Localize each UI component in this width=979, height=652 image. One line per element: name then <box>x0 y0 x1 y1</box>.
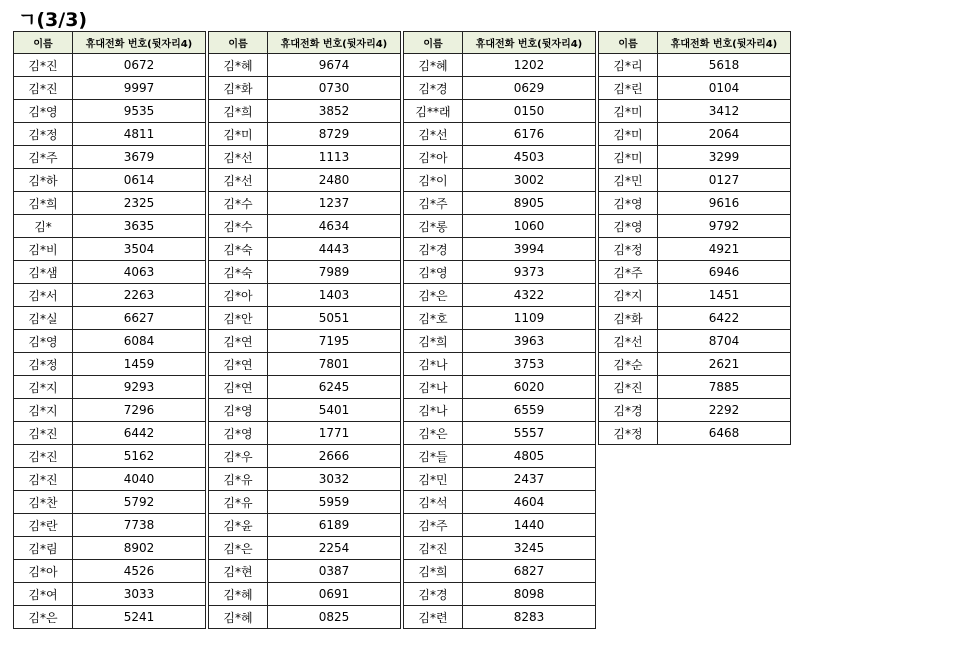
table-row <box>404 192 596 215</box>
table-row <box>209 606 401 629</box>
phone-cell: 4443 <box>268 238 401 261</box>
name-cell: 김*미 <box>209 123 268 146</box>
table-row <box>404 238 596 261</box>
name-phone-table-3 <box>403 31 596 629</box>
header-phone: 휴대전화 번호(뒷자리4) <box>73 32 206 54</box>
table-row <box>599 261 791 284</box>
table-row <box>599 77 791 100</box>
phone-cell: 2263 <box>73 284 206 307</box>
table-row <box>14 100 206 123</box>
table-row <box>209 77 401 100</box>
name-cell: 김*이 <box>404 169 463 192</box>
phone-cell: 5959 <box>268 491 401 514</box>
table-row <box>14 468 206 491</box>
table-row <box>14 353 206 376</box>
table-row <box>404 583 596 606</box>
phone-cell: 1202 <box>463 54 596 77</box>
name-cell: 김*하 <box>14 169 73 192</box>
phone-cell: 6176 <box>463 123 596 146</box>
phone-cell: 8905 <box>463 192 596 215</box>
table-row <box>599 376 791 399</box>
name-cell: 김*들 <box>404 445 463 468</box>
phone-cell: 5792 <box>73 491 206 514</box>
phone-cell: 1237 <box>268 192 401 215</box>
phone-cell: 3753 <box>463 353 596 376</box>
phone-cell: 4921 <box>658 238 791 261</box>
table-row <box>599 123 791 146</box>
table-row <box>599 307 791 330</box>
name-cell: 김*주 <box>599 261 658 284</box>
phone-cell: 6946 <box>658 261 791 284</box>
table-row <box>14 77 206 100</box>
name-cell: 김*지 <box>14 399 73 422</box>
phone-cell: 3963 <box>463 330 596 353</box>
phone-cell: 3002 <box>463 169 596 192</box>
table-row <box>599 284 791 307</box>
name-cell: 김*린 <box>599 77 658 100</box>
phone-cell: 2325 <box>73 192 206 215</box>
table-row <box>14 330 206 353</box>
name-cell: 김*경 <box>404 238 463 261</box>
phone-cell: 5051 <box>268 307 401 330</box>
phone-cell: 0730 <box>268 77 401 100</box>
phone-cell: 9535 <box>73 100 206 123</box>
phone-cell: 4526 <box>73 560 206 583</box>
name-cell: 김*나 <box>404 376 463 399</box>
name-cell: 김*주 <box>404 514 463 537</box>
name-cell: 김*선 <box>404 123 463 146</box>
table-row <box>209 491 401 514</box>
table-row <box>14 445 206 468</box>
phone-cell: 6084 <box>73 330 206 353</box>
phone-cell: 0387 <box>268 560 401 583</box>
table-row <box>14 514 206 537</box>
name-cell: 김*진 <box>14 77 73 100</box>
table-row <box>209 445 401 468</box>
header-name: 이름 <box>209 32 268 54</box>
phone-cell: 6442 <box>73 422 206 445</box>
name-cell: 김*실 <box>14 307 73 330</box>
name-cell: 김*영 <box>209 422 268 445</box>
name-cell: 김*진 <box>14 445 73 468</box>
name-cell: 김*우 <box>209 445 268 468</box>
phone-cell: 9373 <box>463 261 596 284</box>
name-cell: 김*진 <box>599 376 658 399</box>
name-cell: 김*리 <box>599 54 658 77</box>
name-cell: 김*혜 <box>404 54 463 77</box>
table-row <box>14 422 206 445</box>
name-cell: 김*희 <box>404 330 463 353</box>
phone-cell: 0150 <box>463 100 596 123</box>
phone-cell: 9616 <box>658 192 791 215</box>
phone-cell: 5557 <box>463 422 596 445</box>
name-cell: 김*나 <box>404 399 463 422</box>
name-cell: 김*련 <box>404 606 463 629</box>
name-cell: 김*아 <box>209 284 268 307</box>
phone-cell: 7296 <box>73 399 206 422</box>
name-cell: 김*영 <box>14 100 73 123</box>
table-row <box>404 100 596 123</box>
name-cell: 김*혜 <box>209 583 268 606</box>
phone-cell: 2621 <box>658 353 791 376</box>
table-row <box>209 422 401 445</box>
name-cell: 김*석 <box>404 491 463 514</box>
name-cell: 김*미 <box>599 146 658 169</box>
phone-cell: 3299 <box>658 146 791 169</box>
phone-cell: 1451 <box>658 284 791 307</box>
table-row <box>599 422 791 445</box>
name-cell: 김*진 <box>14 422 73 445</box>
phone-cell: 3679 <box>73 146 206 169</box>
name-cell: 김*림 <box>14 537 73 560</box>
phone-cell: 0127 <box>658 169 791 192</box>
table-row <box>209 307 401 330</box>
table-row <box>209 146 401 169</box>
table-row <box>14 583 206 606</box>
name-cell: 김*경 <box>404 77 463 100</box>
table-row <box>404 376 596 399</box>
name-cell: 김*진 <box>404 537 463 560</box>
phone-cell: 7195 <box>268 330 401 353</box>
table-row <box>599 54 791 77</box>
phone-cell: 9997 <box>73 77 206 100</box>
name-cell: 김*은 <box>209 537 268 560</box>
name-cell: 김*은 <box>404 284 463 307</box>
page-title: ㄱ(3/3) <box>18 9 88 31</box>
name-cell: 김*서 <box>14 284 73 307</box>
name-cell: 김*주 <box>14 146 73 169</box>
table-row <box>209 123 401 146</box>
phone-cell: 7801 <box>268 353 401 376</box>
phone-cell: 1459 <box>73 353 206 376</box>
name-cell: 김*영 <box>404 261 463 284</box>
table-row <box>599 215 791 238</box>
phone-cell: 1113 <box>268 146 401 169</box>
name-cell: 김*혜 <box>209 54 268 77</box>
phone-cell: 4063 <box>73 261 206 284</box>
name-cell: 김*정 <box>14 123 73 146</box>
name-cell: 김*비 <box>14 238 73 261</box>
table-row <box>404 353 596 376</box>
header-phone: 휴대전화 번호(뒷자리4) <box>268 32 401 54</box>
phone-cell: 1440 <box>463 514 596 537</box>
phone-cell: 8283 <box>463 606 596 629</box>
name-cell: 김*희 <box>14 192 73 215</box>
phone-cell: 6189 <box>268 514 401 537</box>
phone-cell: 0629 <box>463 77 596 100</box>
table-row <box>404 77 596 100</box>
phone-cell: 0691 <box>268 583 401 606</box>
header-phone: 휴대전화 번호(뒷자리4) <box>658 32 791 54</box>
phone-cell: 4503 <box>463 146 596 169</box>
name-cell: 김*영 <box>599 192 658 215</box>
name-cell: 김* <box>14 215 73 238</box>
name-cell: 김*여 <box>14 583 73 606</box>
phone-cell: 2480 <box>268 169 401 192</box>
table-row <box>209 537 401 560</box>
table-row <box>209 514 401 537</box>
phone-cell: 2292 <box>658 399 791 422</box>
header-phone: 휴대전화 번호(뒷자리4) <box>463 32 596 54</box>
table-row <box>209 468 401 491</box>
table-row <box>209 376 401 399</box>
table-row <box>404 330 596 353</box>
phone-cell: 6559 <box>463 399 596 422</box>
name-cell: 김*아 <box>14 560 73 583</box>
phone-cell: 8704 <box>658 330 791 353</box>
phone-cell: 6627 <box>73 307 206 330</box>
phone-cell: 0614 <box>73 169 206 192</box>
name-cell: 김*선 <box>599 330 658 353</box>
table-row <box>14 560 206 583</box>
table-row <box>209 353 401 376</box>
phone-cell: 0104 <box>658 77 791 100</box>
phone-cell: 5401 <box>268 399 401 422</box>
name-cell: 김*진 <box>14 468 73 491</box>
phone-cell: 2254 <box>268 537 401 560</box>
table-row <box>209 284 401 307</box>
phone-cell: 3032 <box>268 468 401 491</box>
table-row <box>404 54 596 77</box>
table-row <box>209 238 401 261</box>
name-cell: 김*정 <box>14 353 73 376</box>
phone-cell: 6020 <box>463 376 596 399</box>
phone-cell: 1771 <box>268 422 401 445</box>
phone-cell: 6245 <box>268 376 401 399</box>
phone-cell: 7989 <box>268 261 401 284</box>
phone-cell: 7885 <box>658 376 791 399</box>
table-header-row <box>209 32 401 54</box>
name-cell: 김*연 <box>209 330 268 353</box>
table-row <box>404 169 596 192</box>
table-row <box>14 399 206 422</box>
table-row <box>404 146 596 169</box>
name-cell: 김*연 <box>209 376 268 399</box>
phone-cell: 2437 <box>463 468 596 491</box>
name-cell: 김*화 <box>599 307 658 330</box>
phone-cell: 1109 <box>463 307 596 330</box>
phone-cell: 9674 <box>268 54 401 77</box>
table-row <box>404 560 596 583</box>
name-cell: 김*샘 <box>14 261 73 284</box>
name-cell: 김*현 <box>209 560 268 583</box>
table-row <box>14 54 206 77</box>
phone-cell: 7738 <box>73 514 206 537</box>
table-row <box>599 238 791 261</box>
table-row <box>404 491 596 514</box>
phone-cell: 6422 <box>658 307 791 330</box>
phone-cell: 1403 <box>268 284 401 307</box>
name-cell: 김*수 <box>209 215 268 238</box>
phone-cell: 4040 <box>73 468 206 491</box>
phone-cell: 4634 <box>268 215 401 238</box>
name-cell: 김*롱 <box>404 215 463 238</box>
table-row <box>599 100 791 123</box>
name-cell: 김*선 <box>209 169 268 192</box>
name-cell: 김*영 <box>14 330 73 353</box>
name-cell: 김*유 <box>209 468 268 491</box>
table-row <box>404 537 596 560</box>
name-cell: 김*연 <box>209 353 268 376</box>
table-row <box>599 192 791 215</box>
table-row <box>404 261 596 284</box>
name-cell: 김*나 <box>404 353 463 376</box>
table-row <box>14 284 206 307</box>
table-row <box>404 307 596 330</box>
phone-cell: 1060 <box>463 215 596 238</box>
name-cell: 김*지 <box>14 376 73 399</box>
name-cell: 김*윤 <box>209 514 268 537</box>
table-row <box>209 583 401 606</box>
table-row <box>14 376 206 399</box>
phone-cell: 3635 <box>73 215 206 238</box>
table-row <box>209 399 401 422</box>
header-name: 이름 <box>14 32 73 54</box>
table-row <box>14 491 206 514</box>
table-row <box>209 54 401 77</box>
table-row <box>404 422 596 445</box>
phone-cell: 3852 <box>268 100 401 123</box>
phone-cell: 6468 <box>658 422 791 445</box>
name-cell: 김*은 <box>404 422 463 445</box>
name-cell: 김*희 <box>404 560 463 583</box>
table-row <box>14 215 206 238</box>
name-cell: 김*호 <box>404 307 463 330</box>
phone-cell: 8098 <box>463 583 596 606</box>
table-row <box>209 261 401 284</box>
name-cell: 김*민 <box>599 169 658 192</box>
table-row <box>404 215 596 238</box>
phone-cell: 4322 <box>463 284 596 307</box>
table-row <box>599 169 791 192</box>
phone-cell: 3033 <box>73 583 206 606</box>
table-row <box>209 169 401 192</box>
phone-cell: 3994 <box>463 238 596 261</box>
phone-cell: 5618 <box>658 54 791 77</box>
phone-cell: 4805 <box>463 445 596 468</box>
name-phone-table-2 <box>208 31 401 629</box>
table-row <box>209 192 401 215</box>
name-cell: 김*순 <box>599 353 658 376</box>
table-row <box>404 514 596 537</box>
name-cell: 김*숙 <box>209 261 268 284</box>
table-row <box>404 284 596 307</box>
name-cell: 김*희 <box>209 100 268 123</box>
table-row <box>14 238 206 261</box>
table-row <box>14 537 206 560</box>
name-cell: 김*아 <box>404 146 463 169</box>
name-cell: 김*수 <box>209 192 268 215</box>
phone-cell: 9293 <box>73 376 206 399</box>
phone-cell: 6827 <box>463 560 596 583</box>
table-row <box>14 192 206 215</box>
phone-cell: 5241 <box>73 606 206 629</box>
table-row <box>14 261 206 284</box>
name-cell: 김*숙 <box>209 238 268 261</box>
table-row <box>404 123 596 146</box>
table-header-row <box>404 32 596 54</box>
name-cell: 김*진 <box>14 54 73 77</box>
name-cell: 김*화 <box>209 77 268 100</box>
phone-cell: 9792 <box>658 215 791 238</box>
table-row <box>14 146 206 169</box>
name-cell: 김*지 <box>599 284 658 307</box>
table-row <box>209 330 401 353</box>
name-cell: 김*영 <box>209 399 268 422</box>
phone-cell: 2666 <box>268 445 401 468</box>
table-row <box>14 307 206 330</box>
phone-cell: 3504 <box>73 238 206 261</box>
name-cell: 김*은 <box>14 606 73 629</box>
name-cell: 김*영 <box>599 215 658 238</box>
table-row <box>404 399 596 422</box>
phone-cell: 2064 <box>658 123 791 146</box>
name-cell: 김*정 <box>599 422 658 445</box>
phone-cell: 4811 <box>73 123 206 146</box>
header-name: 이름 <box>599 32 658 54</box>
name-cell: 김*혜 <box>209 606 268 629</box>
name-cell: 김*미 <box>599 123 658 146</box>
name-cell: 김*정 <box>599 238 658 261</box>
table-row <box>599 330 791 353</box>
table-row <box>404 445 596 468</box>
name-cell: 김*민 <box>404 468 463 491</box>
table-row <box>14 123 206 146</box>
table-row <box>599 146 791 169</box>
table-row <box>209 100 401 123</box>
name-cell: 김*경 <box>404 583 463 606</box>
phone-cell: 5162 <box>73 445 206 468</box>
table-header-row <box>599 32 791 54</box>
header-name: 이름 <box>404 32 463 54</box>
table-row <box>599 353 791 376</box>
phone-cell: 3245 <box>463 537 596 560</box>
table-row <box>14 606 206 629</box>
phone-cell: 0672 <box>73 54 206 77</box>
phone-cell: 8729 <box>268 123 401 146</box>
name-cell: 김*주 <box>404 192 463 215</box>
table-row <box>599 399 791 422</box>
name-cell: 김*안 <box>209 307 268 330</box>
name-cell: 김*선 <box>209 146 268 169</box>
phone-cell: 0825 <box>268 606 401 629</box>
name-cell: 김*유 <box>209 491 268 514</box>
table-row <box>404 606 596 629</box>
table-row <box>209 215 401 238</box>
table-row <box>404 468 596 491</box>
name-cell: 김*경 <box>599 399 658 422</box>
table-row <box>209 560 401 583</box>
name-cell: 김**래 <box>404 100 463 123</box>
name-cell: 김*란 <box>14 514 73 537</box>
name-phone-table-1 <box>13 31 206 629</box>
phone-cell: 4604 <box>463 491 596 514</box>
table-header-row <box>14 32 206 54</box>
table-row <box>14 169 206 192</box>
name-cell: 김*찬 <box>14 491 73 514</box>
phone-cell: 3412 <box>658 100 791 123</box>
name-phone-table-4 <box>598 31 791 445</box>
name-cell: 김*미 <box>599 100 658 123</box>
phone-cell: 8902 <box>73 537 206 560</box>
